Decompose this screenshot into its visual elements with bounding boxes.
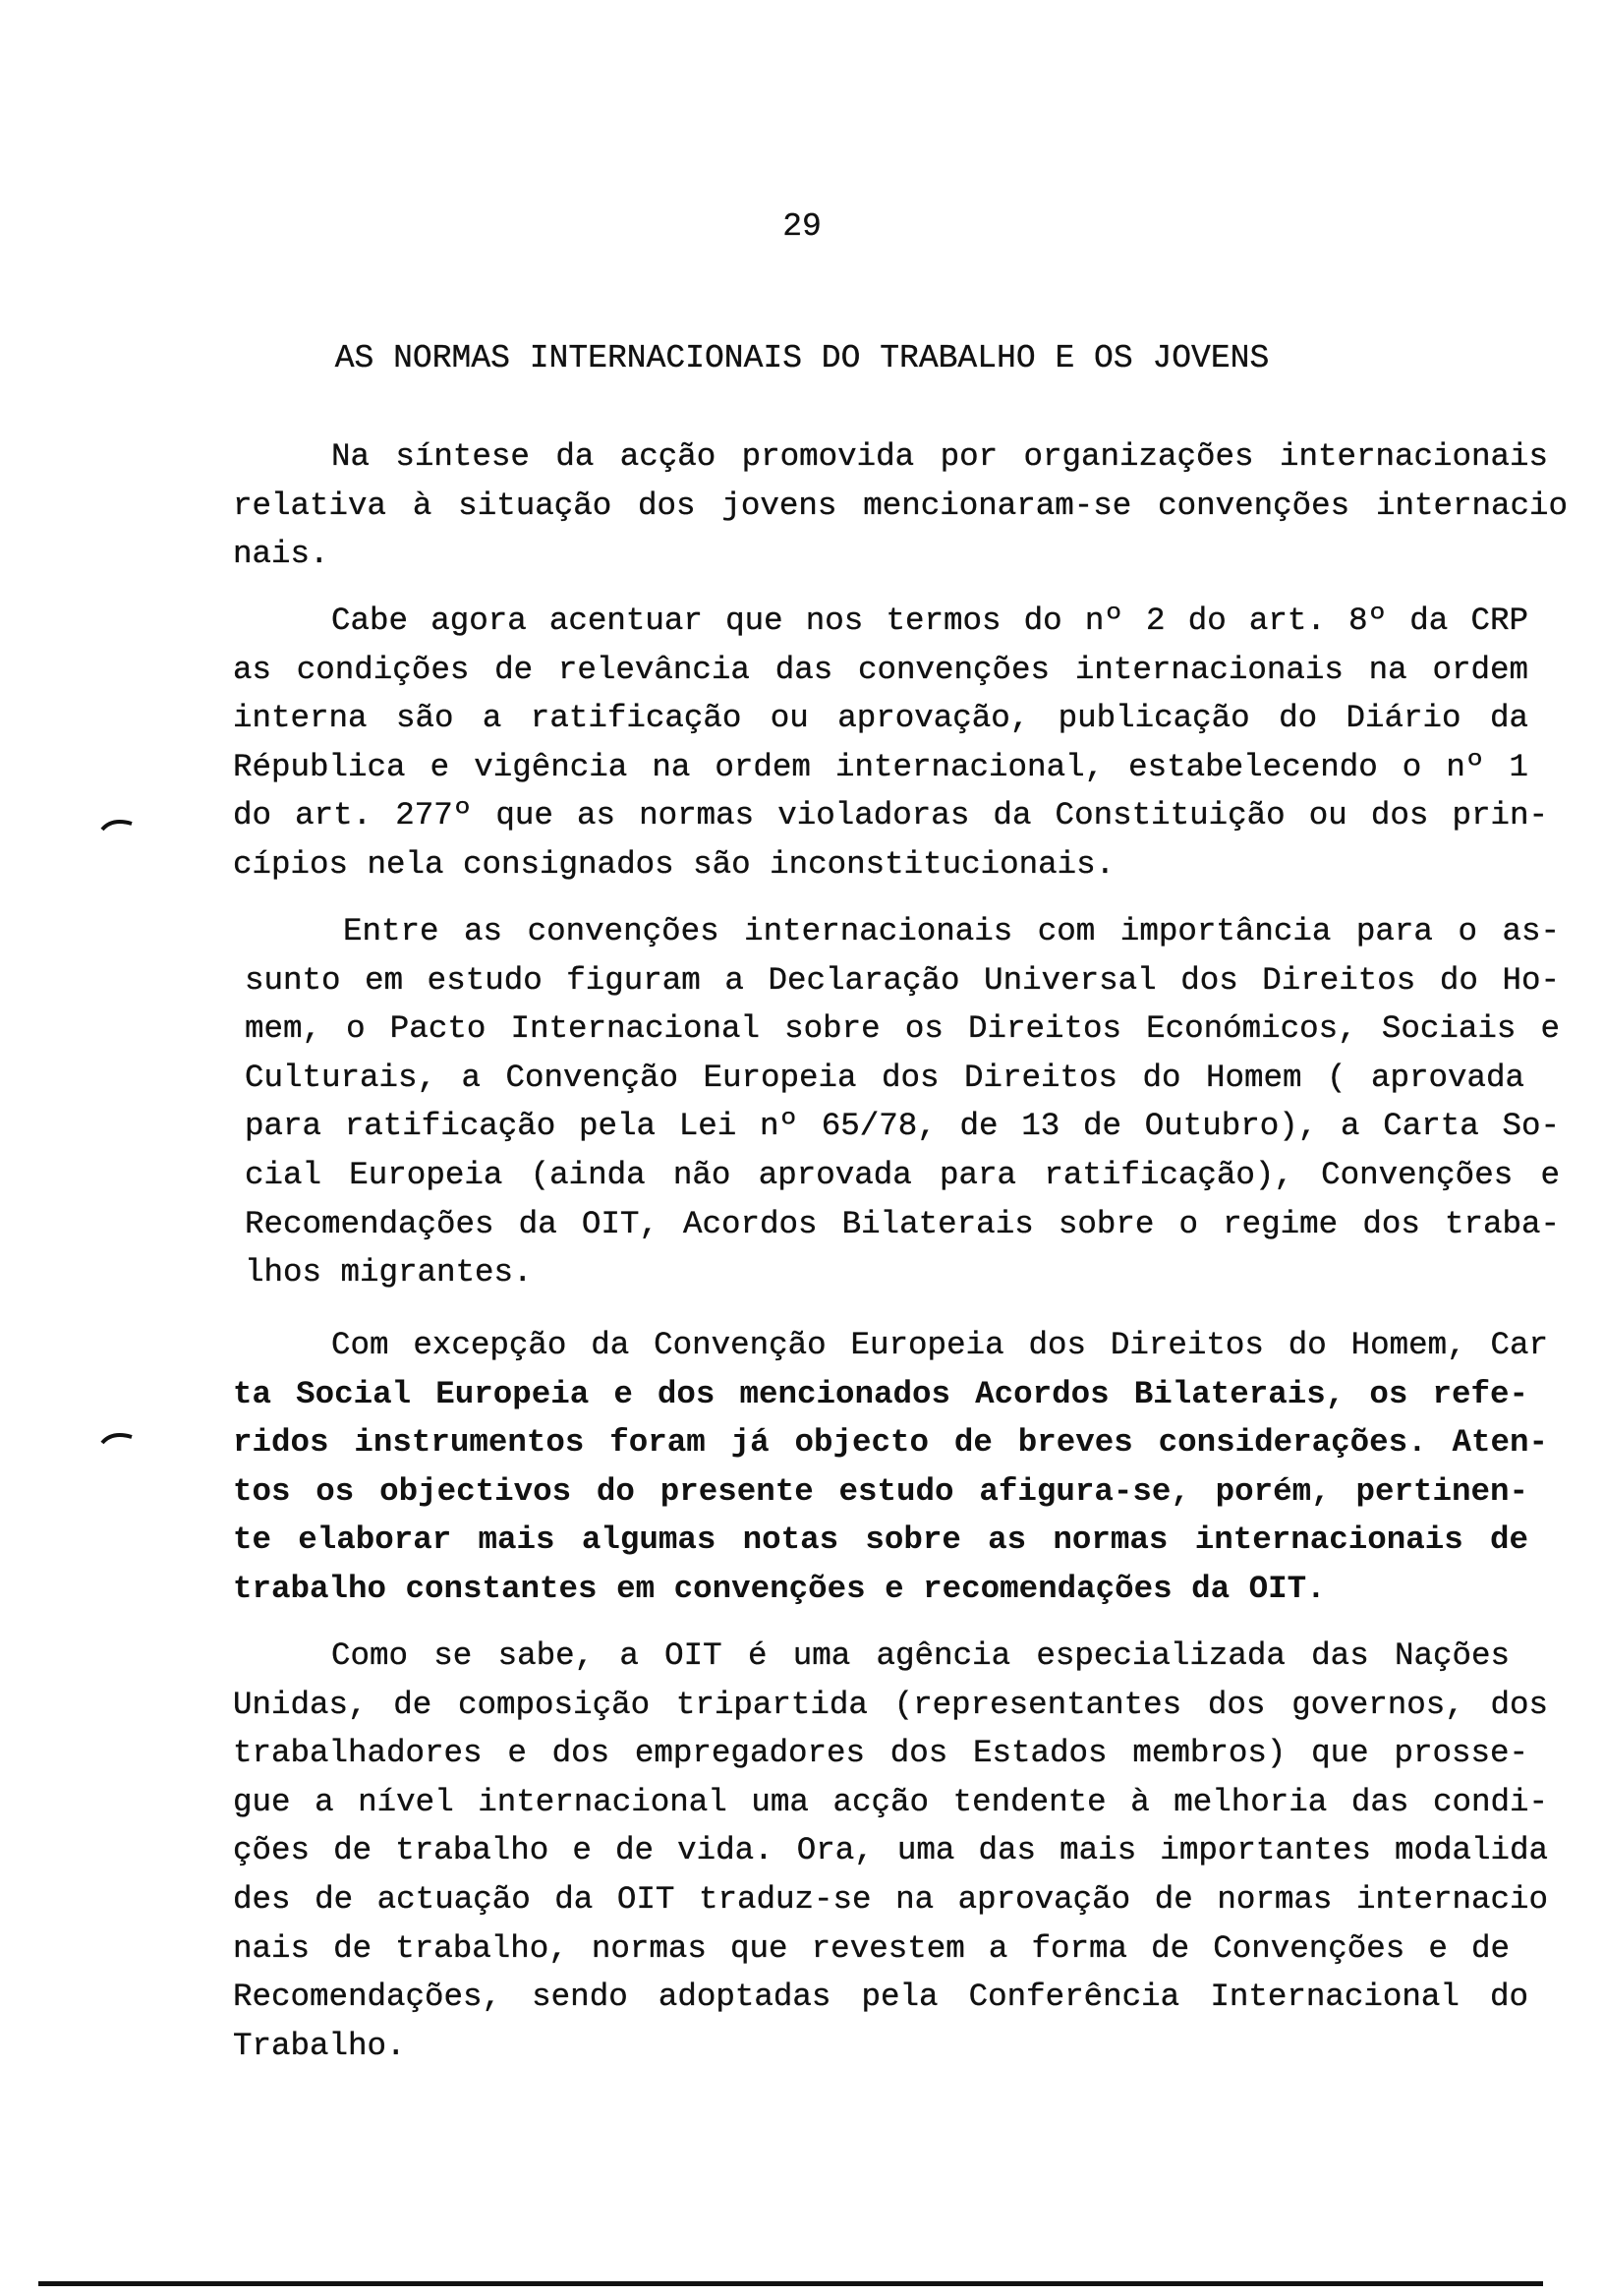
text-line: Recomendações, sendo adoptadas pela Conferência Internacional do — [233, 1979, 1528, 2016]
text-line: gue a nível internacional uma acção tendente à melhoria das condi- — [233, 1783, 1548, 1820]
text-line: Trabalho. — [233, 2027, 406, 2064]
margin-mark-icon — [98, 816, 138, 832]
text-line: trabalho constantes em convenções e recomendações da OIT. — [233, 1571, 1326, 1607]
text-line: tos os objectivos do presente estudo afigura-se, porém, pertinen- — [233, 1472, 1528, 1510]
page-title: AS NORMAS INTERNACIONAIS DO TRABALHO E OS JOVENS — [334, 340, 1270, 376]
text-line: nais. — [233, 536, 329, 573]
text-line: Républica e vigência na ordem internacional, estabelecendo o nº 1 — [233, 748, 1528, 785]
text-line: do art. 277º que as normas violadoras da Constituição ou dos prin- — [233, 797, 1548, 834]
text-line: Como se sabe, a OIT é uma agência especializada das Nações — [331, 1637, 1510, 1674]
text-line: Cabe agora acentuar que nos termos do nº 2 do art. 8º da CRP — [331, 603, 1528, 639]
text-line: Recomendações da OIT, Acordos Bilaterais sobre o regime dos traba- — [245, 1205, 1560, 1242]
text-line: ridos instrumentos foram já objecto de breves considerações. Aten- — [233, 1424, 1548, 1462]
text-line: Culturais, a Convenção Europeia dos Direitos do Homem ( aprovada — [245, 1059, 1524, 1096]
margin-mark-icon — [98, 1429, 138, 1445]
text-line: ções de trabalho e de vida. Ora, uma das mais importantes modalida — [233, 1832, 1548, 1869]
text-line: nais de trabalho, normas que revestem a forma de Convenções e de — [233, 1929, 1510, 1967]
bottom-rule — [38, 2281, 1543, 2286]
text-line: interna são a ratificação ou aprovação, publicação do Diário da — [233, 700, 1528, 737]
text-line: ta Social Europeia e dos mencionados Acordos Bilaterais, os refe- — [233, 1375, 1528, 1412]
text-line: para ratificação pela Lei nº 65/78, de 13 de Outubro), a Carta So- — [245, 1108, 1560, 1145]
text-line: Com excepção da Convenção Europeia dos Direitos do Homem, Car — [331, 1327, 1548, 1363]
text-line: Unidas, de composição tripartida (representantes dos governos, dos — [233, 1686, 1548, 1723]
text-line: cial Europeia (ainda não aprovada para ratificação), Convenções e — [245, 1157, 1560, 1193]
text-line: cípios nela consignados são inconstitucionais. — [233, 846, 1116, 883]
page-number: 29 — [782, 208, 822, 245]
text-line: trabalhadores e dos empregadores dos Estados membros) que prosse- — [233, 1735, 1528, 1772]
text-line: Entre as convenções internacionais com importância para o as- — [343, 913, 1560, 949]
text-line: te elaborar mais algumas notas sobre as normas internacionais de — [233, 1521, 1528, 1559]
text-line: mem, o Pacto Internacional sobre os Direitos Económicos, Sociais e — [245, 1010, 1560, 1048]
text-line: sunto em estudo figuram a Declaração Universal dos Direitos do Ho- — [245, 961, 1560, 999]
text-line: relativa à situação dos jovens mencionaram-se convenções internacio — [233, 487, 1568, 524]
text-line: des de actuação da OIT traduz-se na aprovação de normas internacio — [233, 1881, 1548, 1918]
text-line: lhos migrantes. — [245, 1254, 533, 1292]
text-line: as condições de relevância das convenções internacionais na ordem — [233, 651, 1528, 688]
text-line: Na síntese da acção promovida por organizações internacionais — [331, 438, 1548, 475]
